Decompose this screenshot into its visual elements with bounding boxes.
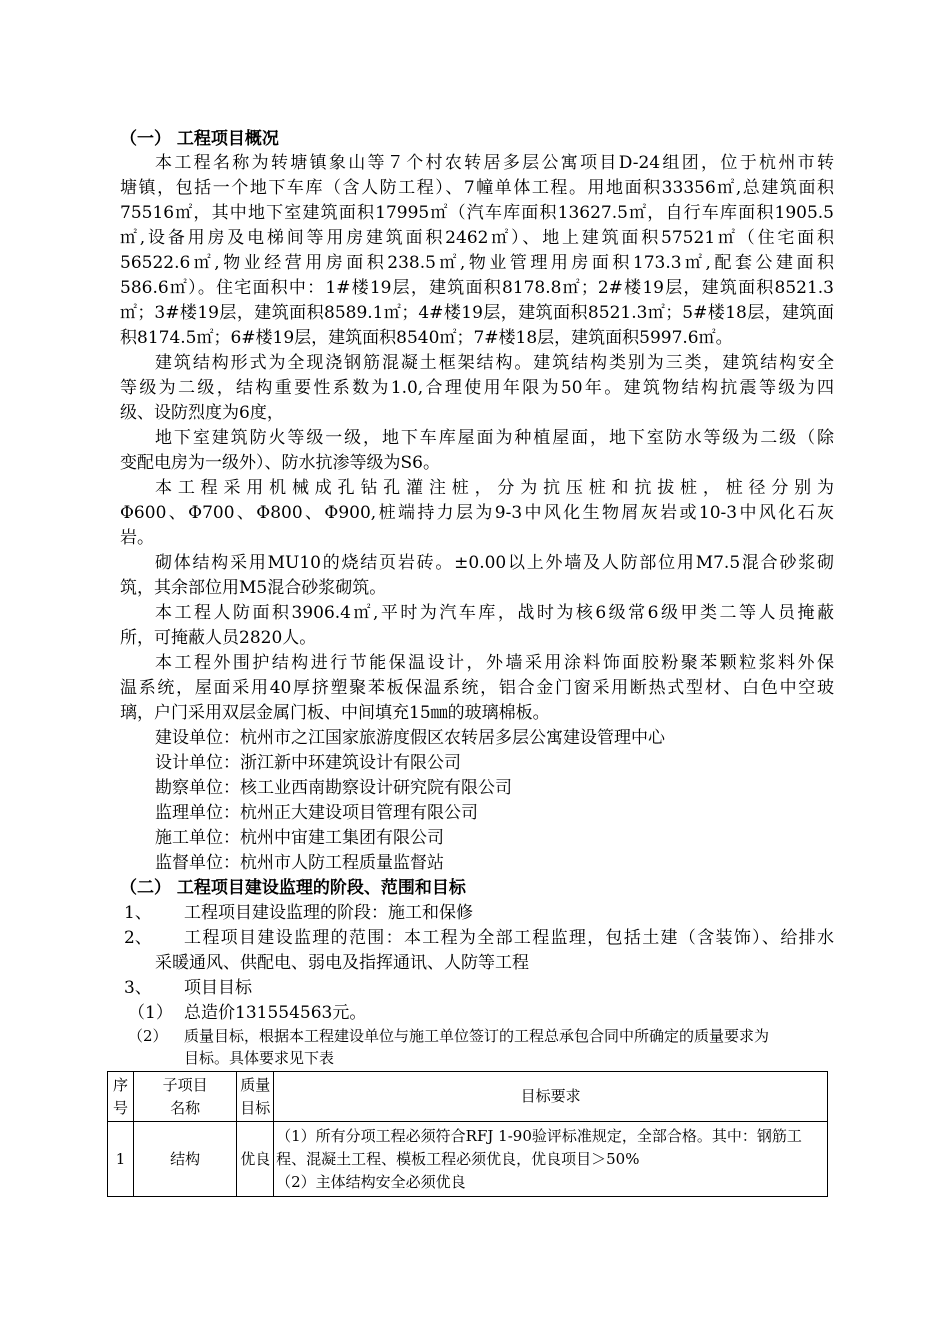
cell-seq: 1 (108, 1122, 134, 1197)
paragraph-line: Φ600、Φ700、Φ800、Φ900,桩端持力层为9-3中风化生物屑灰岩或10-3中风化石灰 (120, 503, 834, 523)
paragraph-line: 级、设防烈度为6度， (120, 403, 284, 423)
header-requirement: 目标要求 (274, 1072, 828, 1122)
unit-inspection: 监督单位：杭州市人防工程质量监督站 (155, 853, 444, 873)
paragraph-line: 本工程名称为转塘镇象山等７个村农转居多层公寓项目D-24组团，位于杭州市转 (155, 153, 834, 173)
paragraph-line: 筑，其余部位用M5混合砂浆砌筑。 (120, 578, 387, 598)
list-number: 1、 (124, 903, 152, 923)
paragraph-line: 所，可掩蔽人员2820人。 (120, 628, 317, 648)
unit-supervision: 监理单位：杭州正大建设项目管理有限公司 (155, 803, 478, 823)
cell-requirement (274, 1122, 828, 1197)
unit-construction: 建设单位：杭州市之江国家旅游度假区农转居多层公寓建设管理中心 (155, 728, 665, 748)
paragraph-line: 本工程采用机械成孔钻孔灌注桩，分为抗压桩和抗拔桩，桩径分别为 (155, 478, 834, 498)
paragraph-line: 本工程人防面积3906.4㎡,平时为汽车库，战时为核6级常6级甲类二等人员掩蔽 (155, 603, 834, 623)
paragraph-line: 砌体结构采用MU10的烧结页岩砖。±0.00以上外墙及人防部位用M7.5混合砂浆砌 (155, 553, 834, 573)
header-item-line: 名称 (170, 1098, 201, 1117)
paragraph-line: 56522.6㎡,物业经营用房面积238.5㎡,物业管理用房面积173.3㎡,配套公建面积 (120, 253, 834, 273)
header-seq (108, 1072, 134, 1122)
header-quality-line: 质量 (240, 1075, 271, 1094)
quality-target-table (107, 1071, 828, 1197)
header-seq-line: 序 (112, 1075, 128, 1094)
unit-survey: 勘察单位：核工业西南勘察设计研究院有限公司 (155, 778, 512, 798)
paragraph-line: 温系统，屋面采用40厚挤塑聚苯板保温系统，铝合金门窗采用断热式型材、白色中空玻 (120, 678, 834, 698)
list-item-stage: 工程项目建设监理的阶段：施工和保修 (184, 903, 473, 923)
paragraph-line: 岩。 (120, 528, 154, 548)
header-seq-line: 号 (112, 1098, 128, 1117)
sub-item-quality: 质量目标，根据本工程建设单位与施工单位签订的工程总承包合同中所确定的质量要求为 (184, 1027, 770, 1045)
list-item-scope: 工程项目建设监理的范围：本工程为全部工程监理，包括土建（含装饰）、给排水 (184, 928, 834, 948)
paragraph-line: 75516㎡，其中地下室建筑面积17995㎡（汽车库面积13627.5㎡，自行车库面积1905.5 (120, 203, 834, 223)
paragraph-line: 变配电房为一级外）、防水抗渗等级为S6。 (120, 453, 440, 473)
header-item-line: 子项目 (162, 1075, 208, 1094)
sub-list-number: （2） (128, 1027, 168, 1045)
sub-item-quality-cont: 目标。具体要求见下表 (184, 1049, 335, 1067)
unit-contractor: 施工单位：杭州中宙建工集团有限公司 (155, 828, 444, 848)
list-item-scope-cont: 采暖通风、供配电、弱电及指挥通讯、人防等工程 (155, 953, 529, 973)
paragraph-line: 塘镇，包括一个地下车库（含人防工程）、7幢单体工程。用地面积33356㎡,总建筑面积 (120, 178, 834, 198)
header-quality (237, 1072, 274, 1122)
paragraph-line: 积8174.5㎡；6#楼19层，建筑面积8540㎡；7#楼18层，建筑面积5997.6㎡。 (120, 328, 733, 348)
requirement-line: （2）主体结构安全必须优良 (276, 1172, 466, 1191)
paragraph-line: ㎡,设备用房及电梯间等用房建筑面积2462㎡）、地上建筑面积57521㎡（住宅面积 (120, 228, 834, 248)
cell-item: 结构 (133, 1122, 236, 1197)
header-item (133, 1072, 236, 1122)
paragraph-line: 本工程外围护结构进行节能保温设计，外墙采用涂料饰面胶粉聚苯颗粒浆料外保 (155, 653, 834, 673)
paragraph-line: 地下室建筑防火等级一级，地下车库屋面为种植屋面，地下室防水等级为二级（除 (155, 428, 834, 448)
paragraph-line: 等级为二级，结构重要性系数为1.0,合理使用年限为50年。建筑物结构抗震等级为四 (120, 378, 834, 398)
requirement-line: （1）所有分项工程必须符合RFJ 1-90验评标准规定，全部合格。其中：钢筋工 (276, 1126, 802, 1145)
requirement-line: 程、混凝土工程、模板工程必须优良，优良项目＞50% (276, 1149, 640, 1168)
list-number: 2、 (124, 928, 152, 948)
paragraph-line: 586.6㎡）。住宅面积中：1#楼19层，建筑面积8178.8㎡；2#楼19层，建筑面积8521.3 (120, 278, 834, 298)
paragraph-line: 建筑结构形式为全现浇钢筋混凝土框架结构。建筑结构类别为三类，建筑结构安全 (155, 353, 834, 373)
paragraph-line: 璃，户门采用双层金属门板、中间填充15㎜的玻璃棉板。 (120, 703, 550, 723)
table-row (108, 1122, 828, 1197)
header-quality-line: 目标 (240, 1098, 271, 1117)
unit-design: 设计单位：浙江新中环建筑设计有限公司 (155, 753, 461, 773)
section-heading-supervision: （二） 工程项目建设监理的阶段、范围和目标 (120, 878, 466, 898)
list-number: 3、 (124, 978, 152, 998)
paragraph-line: ㎡；3#楼19层，建筑面积8589.1㎡；4#楼19层，建筑面积8521.3㎡；5#楼18层，建筑面 (120, 303, 834, 323)
table-header-row (108, 1072, 828, 1122)
section-heading-overview: （一） 工程项目概况 (120, 129, 279, 149)
cell-quality: 优良 (237, 1122, 274, 1197)
sub-item-cost: 总造价131554563元。 (184, 1003, 367, 1023)
list-item-goals: 项目目标 (184, 978, 252, 998)
sub-list-number: （1） (128, 1003, 173, 1023)
